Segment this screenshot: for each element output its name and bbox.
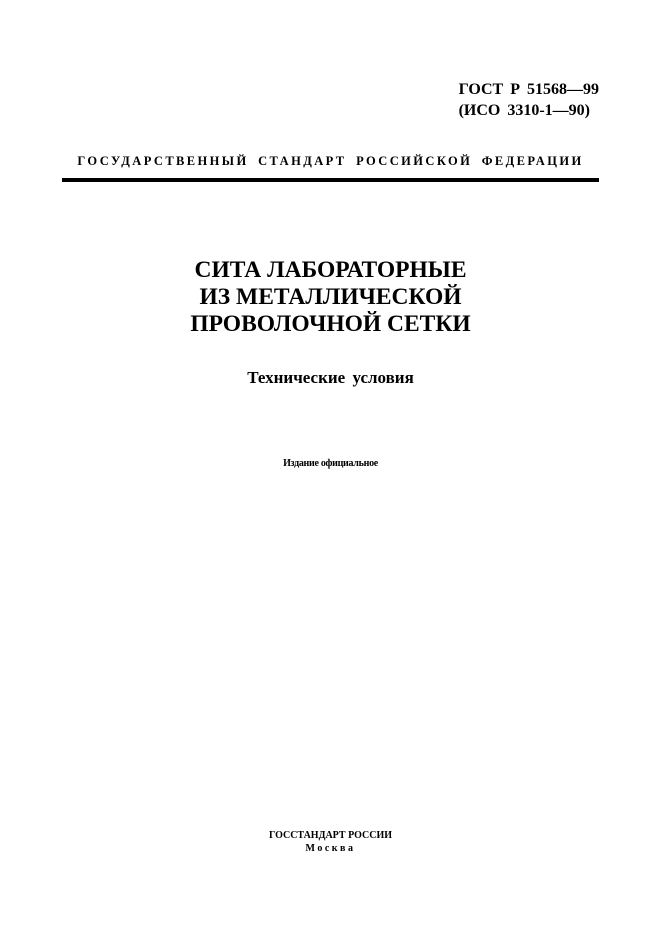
header-divider	[62, 178, 599, 182]
iso-number: (ИСО 3310-1—90)	[458, 102, 591, 119]
standard-name-header: ГОСУДАРСТВЕННЫЙ СТАНДАРТ РОССИЙСКОЙ ФЕДЕРАЦИИ	[77, 154, 584, 168]
document-code-block	[459, 79, 599, 121]
edition-note: Издание официальное	[283, 458, 378, 469]
title-line: ИЗ МЕТАЛЛИЧЕСКОЙ	[199, 284, 462, 310]
publisher-name: ГОССТАНДАРТ РОССИИ	[268, 830, 393, 841]
title-line: СИТА ЛАБОРАТОРНЫЕ	[194, 257, 467, 283]
publisher-city: Москва	[305, 843, 356, 854]
document-subtitle: Технические условия	[247, 368, 414, 387]
publisher-block	[0, 829, 661, 855]
document-title	[0, 257, 661, 338]
title-line: ПРОВОЛОЧНОЙ СЕТКИ	[190, 311, 471, 337]
gost-number: ГОСТ Р 51568—99	[458, 81, 599, 98]
